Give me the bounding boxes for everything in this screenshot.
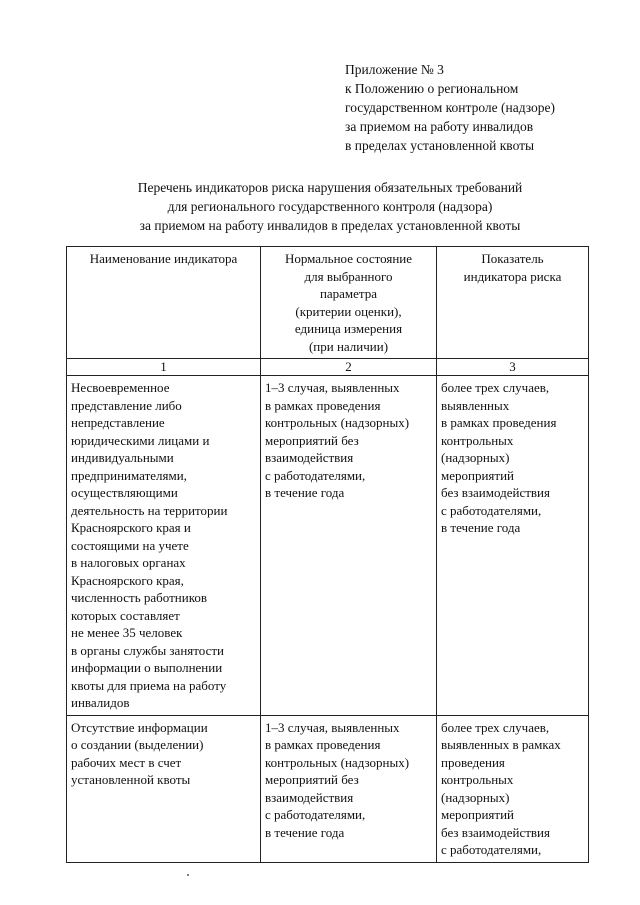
indicator-name-cell — [67, 376, 261, 716]
cell-text-line: контрольных (надзорных) — [265, 754, 410, 770]
cell-text-line: проведения — [441, 754, 505, 770]
appendix-header — [345, 60, 555, 155]
cell-text-line: индикатора риска — [463, 268, 562, 284]
cell-text-line: численность работников — [71, 590, 207, 605]
appendix-line: государственном контроле (надзоре) — [345, 100, 555, 115]
appendix-line: за приемом на работу инвалидов — [345, 119, 534, 134]
table-row — [67, 715, 589, 862]
cell-text-line: мероприятий без — [265, 772, 359, 787]
cell-text-line: индивидуальными — [71, 450, 174, 465]
cell-text-line: которых составляет — [71, 607, 180, 623]
cell-text-line: деятельность на территории — [71, 502, 228, 518]
cell-text-line: Красноярского края, — [71, 572, 184, 588]
cell-text-line: контрольных — [441, 432, 514, 448]
cell-text-line: без взаимодействия — [441, 485, 550, 500]
cell-text-line: осуществляющими — [71, 485, 178, 500]
column-number: 2 — [261, 359, 437, 376]
column-number: 3 — [437, 359, 589, 376]
cell-text-line: мероприятий — [441, 807, 514, 822]
cell-text-line: более трех случаев, — [441, 719, 550, 735]
title-line: за приемом на работу инвалидов в пределах установленной квоты — [139, 218, 521, 233]
title-line: для регионального государственного контроля (надзора) — [167, 199, 493, 214]
cell-text-line: выявленных в рамках — [441, 737, 561, 752]
indicator-name-cell — [67, 715, 261, 862]
cell-text-line: с работодателями, — [441, 842, 542, 857]
cell-text-line: в течение года — [265, 824, 345, 840]
cell-text-line: установленной квоты — [71, 772, 191, 787]
cell-text-line: взаимодействия — [265, 789, 354, 805]
cell-text-line: с работодателями, — [265, 467, 366, 483]
cell-text-line: в течение года — [265, 485, 345, 500]
cell-text-line: (при наличии) — [308, 338, 389, 354]
scan-speck — [187, 874, 189, 876]
cell-text-line: рабочих мест в счет — [71, 754, 182, 770]
cell-text-line: взаимодействия — [265, 450, 354, 465]
cell-text-line: в рамках проведения — [265, 397, 381, 413]
cell-text-line: мероприятий — [441, 467, 514, 483]
table-row — [67, 376, 589, 716]
cell-text-line: Показатель — [481, 251, 544, 266]
risk-value-cell — [437, 376, 589, 716]
appendix-line: к Положению о региональном — [345, 81, 519, 96]
normal-state-cell — [261, 715, 437, 862]
cell-text-line: с работодателями, — [265, 807, 366, 822]
header-indicator-name — [67, 247, 261, 359]
cell-text-line: мероприятий без — [265, 432, 359, 448]
cell-text-line: квоты для приема на работу — [71, 677, 227, 693]
cell-text-line: Нормальное состояние — [284, 251, 413, 266]
cell-text-line: инвалидов — [71, 695, 130, 710]
cell-text-line: более трех случаев, — [441, 380, 550, 395]
cell-text-line: для выбранного — [304, 268, 393, 284]
header-risk-value — [437, 247, 589, 359]
cell-text-line: Наименование индикатора — [89, 251, 238, 266]
normal-state-cell — [261, 376, 437, 716]
title-line: Перечень индикаторов риска нарушения обязательных требований — [137, 180, 523, 195]
cell-text-line: непредставление — [71, 415, 165, 430]
cell-text-line: параметра — [319, 286, 378, 301]
cell-text-line: Красноярского края и — [71, 520, 191, 535]
cell-text-line: Отсутствие информации — [71, 719, 208, 735]
column-number: 1 — [67, 359, 261, 376]
cell-text-line: без взаимодействия — [441, 824, 550, 840]
cell-text-line: контрольных — [441, 772, 514, 787]
column-number-row — [67, 359, 589, 376]
cell-text-line: Несвоевременное — [71, 380, 170, 395]
cell-text-line: (надзорных) — [441, 450, 510, 465]
cell-text-line: в органы службы занятости — [71, 642, 225, 658]
cell-text-line: состоящими на учете — [71, 537, 189, 553]
cell-text-line: 1–3 случая, выявленных — [265, 719, 400, 735]
cell-text-line: (надзорных) — [441, 789, 510, 805]
cell-text-line: контрольных (надзорных) — [265, 415, 410, 430]
cell-text-line: предпринимателями, — [71, 467, 187, 483]
cell-text-line: 1–3 случая, выявленных — [265, 380, 400, 395]
cell-text-line: о создании (выделении) — [71, 737, 204, 752]
cell-text-line: единица измерения — [294, 321, 403, 336]
appendix-line: в пределах установленной квоты — [345, 138, 535, 153]
cell-text-line: в налоговых органах — [71, 555, 186, 570]
document-title — [60, 178, 600, 235]
cell-text-line: представление либо — [71, 397, 182, 413]
cell-text-line: (критерии оценки), — [295, 303, 402, 319]
cell-text-line: не менее 35 человек — [71, 625, 183, 640]
cell-text-line: в рамках проведения — [441, 415, 557, 430]
risk-indicators-table — [66, 246, 589, 863]
appendix-line: Приложение № 3 — [345, 62, 444, 77]
header-normal-state — [261, 247, 437, 359]
cell-text-line: юридическими лицами и — [71, 432, 210, 448]
cell-text-line: с работодателями, — [441, 502, 542, 518]
cell-text-line: в течение года — [441, 520, 521, 535]
cell-text-line: в рамках проведения — [265, 737, 381, 752]
cell-text-line: информации о выполнении — [71, 660, 223, 675]
risk-value-cell — [437, 715, 589, 862]
cell-text-line: выявленных — [441, 397, 510, 413]
table-header-row — [67, 247, 589, 359]
